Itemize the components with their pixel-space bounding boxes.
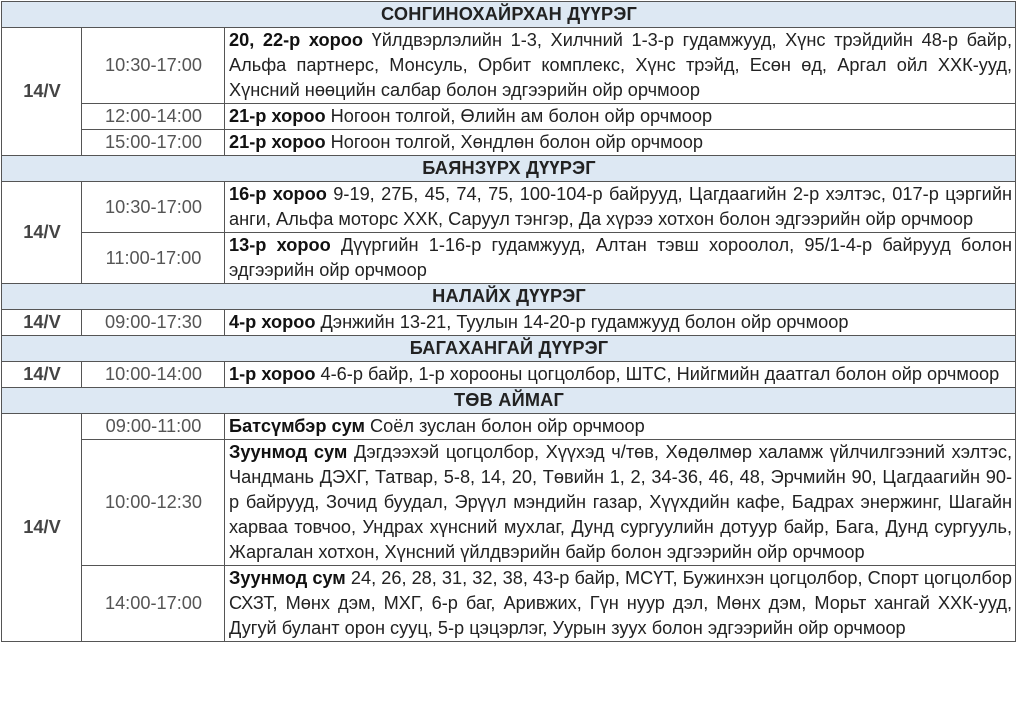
time-cell: 15:00-17:00 bbox=[82, 130, 225, 156]
section-title: НАЛАЙХ ДҮҮРЭГ bbox=[2, 284, 1016, 310]
description-cell bbox=[225, 28, 1016, 104]
table-row bbox=[2, 104, 1016, 130]
section-header-row bbox=[2, 284, 1016, 310]
description-cell bbox=[225, 310, 1016, 336]
area-label: Батсүмбэр сум bbox=[229, 416, 365, 436]
date-cell: 14/V bbox=[2, 310, 82, 336]
time-cell: 09:00-17:30 bbox=[82, 310, 225, 336]
time-cell: 10:30-17:00 bbox=[82, 182, 225, 233]
time-cell: 14:00-17:00 bbox=[82, 566, 225, 642]
area-label: 1-р хороо bbox=[229, 364, 316, 384]
location-text: Дэнжийн 13-21, Туулын 14-20-р гудамжууд болон ойр орчмоор bbox=[315, 312, 849, 332]
date-cell: 14/V bbox=[2, 28, 82, 156]
area-label: 16-р хороо bbox=[229, 184, 327, 204]
section-title: БАГАХАНГАЙ ДҮҮРЭГ bbox=[2, 336, 1016, 362]
description-cell bbox=[225, 233, 1016, 284]
location-text: Ногоон толгой, Хөндлөн болон ойр орчмоор bbox=[325, 132, 703, 152]
table-row bbox=[2, 182, 1016, 233]
location-text: Соёл зуслан болон ойр орчмоор bbox=[364, 416, 645, 436]
table-row bbox=[2, 566, 1016, 642]
section-title: БАЯНЗҮРХ ДҮҮРЭГ bbox=[2, 156, 1016, 182]
date-cell: 14/V bbox=[2, 414, 82, 642]
table-row bbox=[2, 233, 1016, 284]
table-row bbox=[2, 414, 1016, 440]
description-cell bbox=[225, 130, 1016, 156]
date-cell: 14/V bbox=[2, 362, 82, 388]
table-row bbox=[2, 310, 1016, 336]
date-cell: 14/V bbox=[2, 182, 82, 284]
location-text: Дэгдээхэй цогцолбор, Хүүхэд ч/төв, Хөдөлмөр халамж үйлчилгээний хэлтэс, Чандмань ДЭХГ, Татвар, 5-8, 14, 20, Төвийн 1, 2, 34-36, 46, 48, Эрчмийн 90, Цагдаагийн 90-р байрууд, Зочид буудал, Эрүүл мэндийн газар, Хүүхдийн кафе, Бадрах энержинг, Шагайн харваа товчоо, Ундрах хүнсний мухлаг, Дунд сургуулийн дотуур байр, Бага, Дунд сургууль, Жаргалан хотхон, Хүнсний үйлдвэрийн байр болон эдгээрийн ойр орчмоор bbox=[229, 442, 1013, 562]
section-header-row bbox=[2, 388, 1016, 414]
section-header-row bbox=[2, 156, 1016, 182]
description-cell bbox=[225, 104, 1016, 130]
location-text: 9-19, 27Б, 45, 74, 75, 100-104-р байрууд, Цагдаагийн 2-р хэлтэс, 017-р цэргийн анги, Альфа моторс ХХК, Саруул тэнгэр, Да хүрээ хотхон болон эдгээрийн ойр орчмоор bbox=[229, 184, 1013, 229]
section-title: ТӨВ АЙМАГ bbox=[2, 388, 1016, 414]
description-cell bbox=[225, 362, 1016, 388]
area-label: Зуунмод сум bbox=[229, 568, 346, 588]
area-label: 4-р хороо bbox=[229, 312, 316, 332]
area-label: 21-р хороо bbox=[229, 132, 326, 152]
location-text: 24, 26, 28, 31, 32, 38, 43-р байр, МСҮТ, Бужинхэн цогцолбор, Спорт цогцолбор СХЗТ, Мөнх дэм, МХГ, 6-р баг, Аривжих, Гүн нуур дэл, Мөнх дэм, Морьт хангай ХХК-ууд, Дугуй булант орон сууц, 5-р цэцэрлэг, Уурын зуух болон эдгээрийн ойр орчмоор bbox=[229, 568, 1013, 638]
location-text: Дүүргийн 1-16-р гудамжууд, Алтан тэвш хороолол, 95/1-4-р байрууд болон эдгээрийн ойр орчмоор bbox=[229, 235, 1013, 280]
table-row bbox=[2, 130, 1016, 156]
area-label: Зуунмод сум bbox=[229, 442, 348, 462]
table-row bbox=[2, 440, 1016, 566]
time-cell: 09:00-11:00 bbox=[82, 414, 225, 440]
table-row bbox=[2, 362, 1016, 388]
description-cell bbox=[225, 414, 1016, 440]
description-cell bbox=[225, 440, 1016, 566]
time-cell: 11:00-17:00 bbox=[82, 233, 225, 284]
description-cell bbox=[225, 182, 1016, 233]
section-header-row bbox=[2, 2, 1016, 28]
location-text: Үйлдвэрлэлийн 1-3, Хилчний 1-3-р гудамжууд, Хүнс трэйдийн 48-р байр, Альфа партнерс, Монсуль, Орбит комплекс, Хүнс трэйд, Есөн өд, Аргал ойл ХХК-ууд, Хүнсний нөөцийн салбар болон эдгээрийн ойр орчмоор bbox=[229, 30, 1013, 100]
area-label: 21-р хороо bbox=[229, 106, 326, 126]
time-cell: 10:30-17:00 bbox=[82, 28, 225, 104]
description-cell bbox=[225, 566, 1016, 642]
section-title: СОНГИНОХАЙРХАН ДҮҮРЭГ bbox=[2, 2, 1016, 28]
time-cell: 12:00-14:00 bbox=[82, 104, 225, 130]
time-cell: 10:00-12:30 bbox=[82, 440, 225, 566]
table-row bbox=[2, 28, 1016, 104]
time-cell: 10:00-14:00 bbox=[82, 362, 225, 388]
outage-schedule-table bbox=[1, 1, 1016, 642]
area-label: 20, 22-р хороо bbox=[229, 30, 363, 50]
location-text: Ногоон толгой, Өлийн ам болон ойр орчмоор bbox=[325, 106, 713, 126]
area-label: 13-р хороо bbox=[229, 235, 331, 255]
location-text: 4-6-р байр, 1-р хорооны цогцолбор, ШТС, Нийгмийн даатгал болон ойр орчмоор bbox=[315, 364, 1000, 384]
section-header-row bbox=[2, 336, 1016, 362]
